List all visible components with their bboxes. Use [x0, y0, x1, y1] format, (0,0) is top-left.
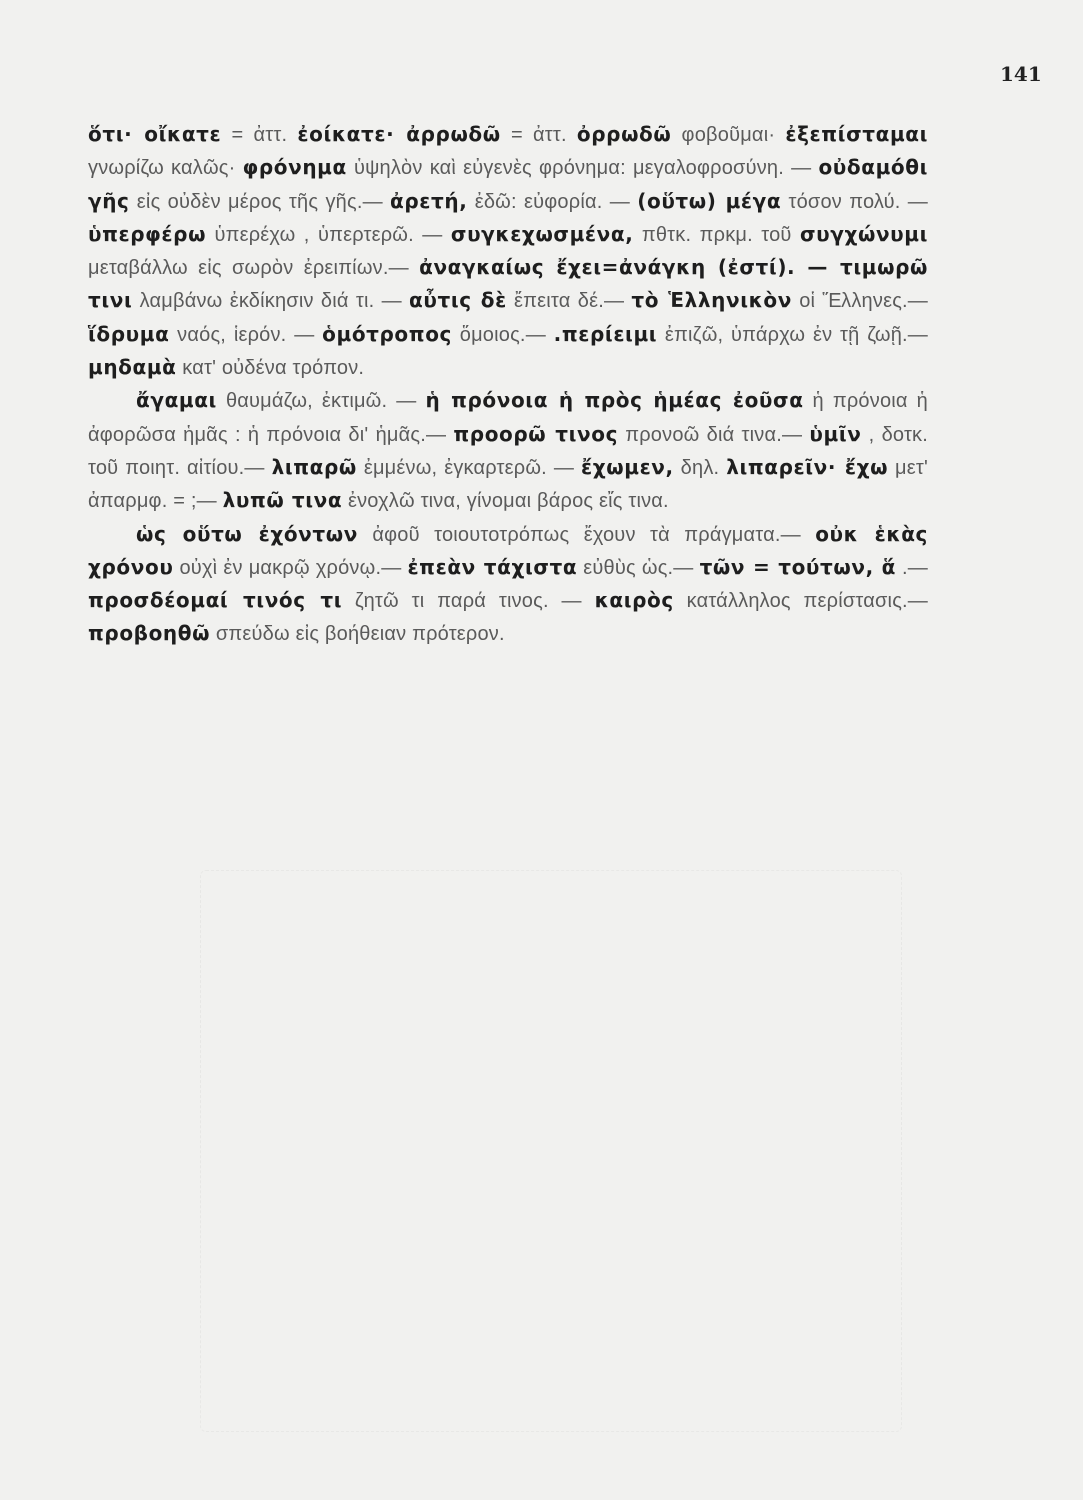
headword: μηδαμὰ [88, 355, 177, 380]
headword: οὐκ ἑκὰς χρόνου [88, 521, 928, 579]
headword: ἐξεπίσταμαι [785, 122, 929, 146]
glossary-paragraph [88, 118, 928, 384]
gloss-text: ἐνοχλῶ τινα, γίνομαι βάρος εἴς τινα. [342, 490, 669, 513]
headword: φρόνημα [242, 155, 347, 180]
gloss-text: γνωρίζω καλῶς· [88, 157, 243, 180]
gloss-text: οὐχὶ ἐν μακρῷ χρόνῳ.— [173, 556, 408, 579]
gloss-text: = ἀττ. [221, 124, 298, 146]
headword: καιρὸς [594, 588, 674, 613]
gloss-text: μετ' ἀπαρμφ. = ;— [88, 456, 929, 513]
gloss-text: ὅμοιος.— [452, 323, 554, 346]
headword: ὀρρωδῶ [576, 122, 672, 146]
headword: συγχώνυμι [799, 221, 928, 246]
headword: ἀναγκαίως ἔχει=ἀνάγκη (ἐστί). — τιμωρῶ τινι [88, 255, 929, 313]
gloss-text: μεταβάλλω εἰς σωρὸν ἐρειπίων.— [88, 257, 420, 280]
headword: προσδέομαί τινός τι [88, 588, 343, 613]
gloss-text: ζητῶ τι παρά τινος. — [342, 590, 595, 613]
headword: οὐδαμόθι γῆς [88, 155, 928, 213]
gloss-text: ἡ πρόνοια ἡ ἀφορῶσα ἡμᾶς : ἡ πρόνοια δι' ἡμᾶς.— [88, 390, 928, 446]
gloss-text: κατ' οὐδένα τρόπον. [176, 357, 365, 380]
headword: λιπαρεῖν· ἔχω [726, 454, 889, 479]
gloss-text: ἐπιζῶ, ὑπάρχω ἐν τῇ ζωῇ.— [657, 323, 928, 346]
gloss-text: προνοῶ διά τινα.— [618, 423, 810, 446]
gloss-text: = ἀττ. [500, 124, 577, 146]
headword: τὸ Ἑλληνικὸν [631, 288, 792, 313]
headword: αὖτις δὲ [409, 288, 507, 313]
headword: (οὕτω) μέγα [637, 188, 782, 213]
gloss-text: ἔπειτα δέ.— [506, 290, 632, 313]
gloss-text: ὑπερέχω , ὑπερτερῶ. — [206, 223, 451, 246]
headword: ὁμότροπος [322, 321, 452, 346]
gloss-text: .— [895, 556, 928, 579]
headword: λυπῶ τινα [222, 488, 343, 513]
gloss-text: λαμβάνω ἐκδίκησιν διά τι. — [132, 290, 410, 313]
show-through-artifact [200, 870, 902, 1432]
headword: ὑμῖν [809, 421, 862, 446]
gloss-text: τόσον πολύ. — [781, 190, 929, 213]
gloss-text: εἰς οὐδὲν μέρος τῆς γῆς.— [129, 190, 391, 213]
glossary-text [88, 118, 928, 651]
headword: ἡ πρόνοια ἡ πρὸς ἡμέας ἐοῦσα [425, 388, 804, 413]
gloss-text: σπεύδω εἰς βοήθειαν πρότερον. [210, 623, 505, 646]
page-number: 141 [1000, 62, 1042, 86]
headword: ἐοίκατε· ἀρρωδῶ [297, 122, 501, 146]
headword: .περίειμι [553, 321, 658, 346]
gloss-text: , δοτκ. τοῦ ποιητ. αἰτίου.— [88, 423, 928, 479]
headword: ὅτι· οἴκατε [88, 122, 222, 146]
gloss-text: δηλ. [673, 456, 727, 479]
headword: ἵδρυμα [88, 321, 170, 346]
headword: ὡς οὕτω ἐχόντων [136, 521, 358, 546]
gloss-text: ἐδῶ: εὐφορία. — [467, 190, 638, 213]
headword: ἐπεὰν τάχιστα [407, 554, 578, 579]
gloss-text: φοβοῦμαι· [671, 124, 786, 146]
headword: ἔχωμεν, [581, 454, 674, 479]
gloss-text: ὑψηλὸν καὶ εὐγενὲς φρόνημα: μεγαλοφροσύνη. — [346, 157, 819, 180]
glossary-paragraph [88, 518, 928, 651]
gloss-text: ἐμμένω, ἐγκαρτερῶ. — [356, 456, 582, 479]
gloss-text: ἀφοῦ τοιουτοτρόπως ἔχουν τὰ πράγματα.— [357, 523, 816, 546]
glossary-paragraph [88, 384, 928, 517]
gloss-text: οἱ Ἕλληνες.— [791, 290, 928, 313]
gloss-text: θαυμάζω, ἐκτιμῶ. — [216, 390, 426, 413]
gloss-text: εὐθὺς ὡς.— [577, 556, 700, 579]
headword: ὑπερφέρω [88, 221, 207, 246]
gloss-text: πθτκ. πρκμ. τοῦ [633, 223, 800, 246]
headword: ἀρετή, [390, 188, 468, 213]
headword: τῶν = τούτων, ἅ [699, 554, 896, 579]
gloss-text: κατάλληλος περίστασις.— [673, 590, 928, 613]
headword: προορῶ τινος [453, 421, 619, 446]
headword: ἄγαμαι [136, 388, 217, 413]
headword: λιπαρῶ [271, 454, 357, 479]
headword: συγκεχωσμένα, [450, 221, 634, 246]
headword: προβοηθῶ [88, 621, 211, 646]
gloss-text: ναός, ἱερόν. — [169, 323, 323, 346]
